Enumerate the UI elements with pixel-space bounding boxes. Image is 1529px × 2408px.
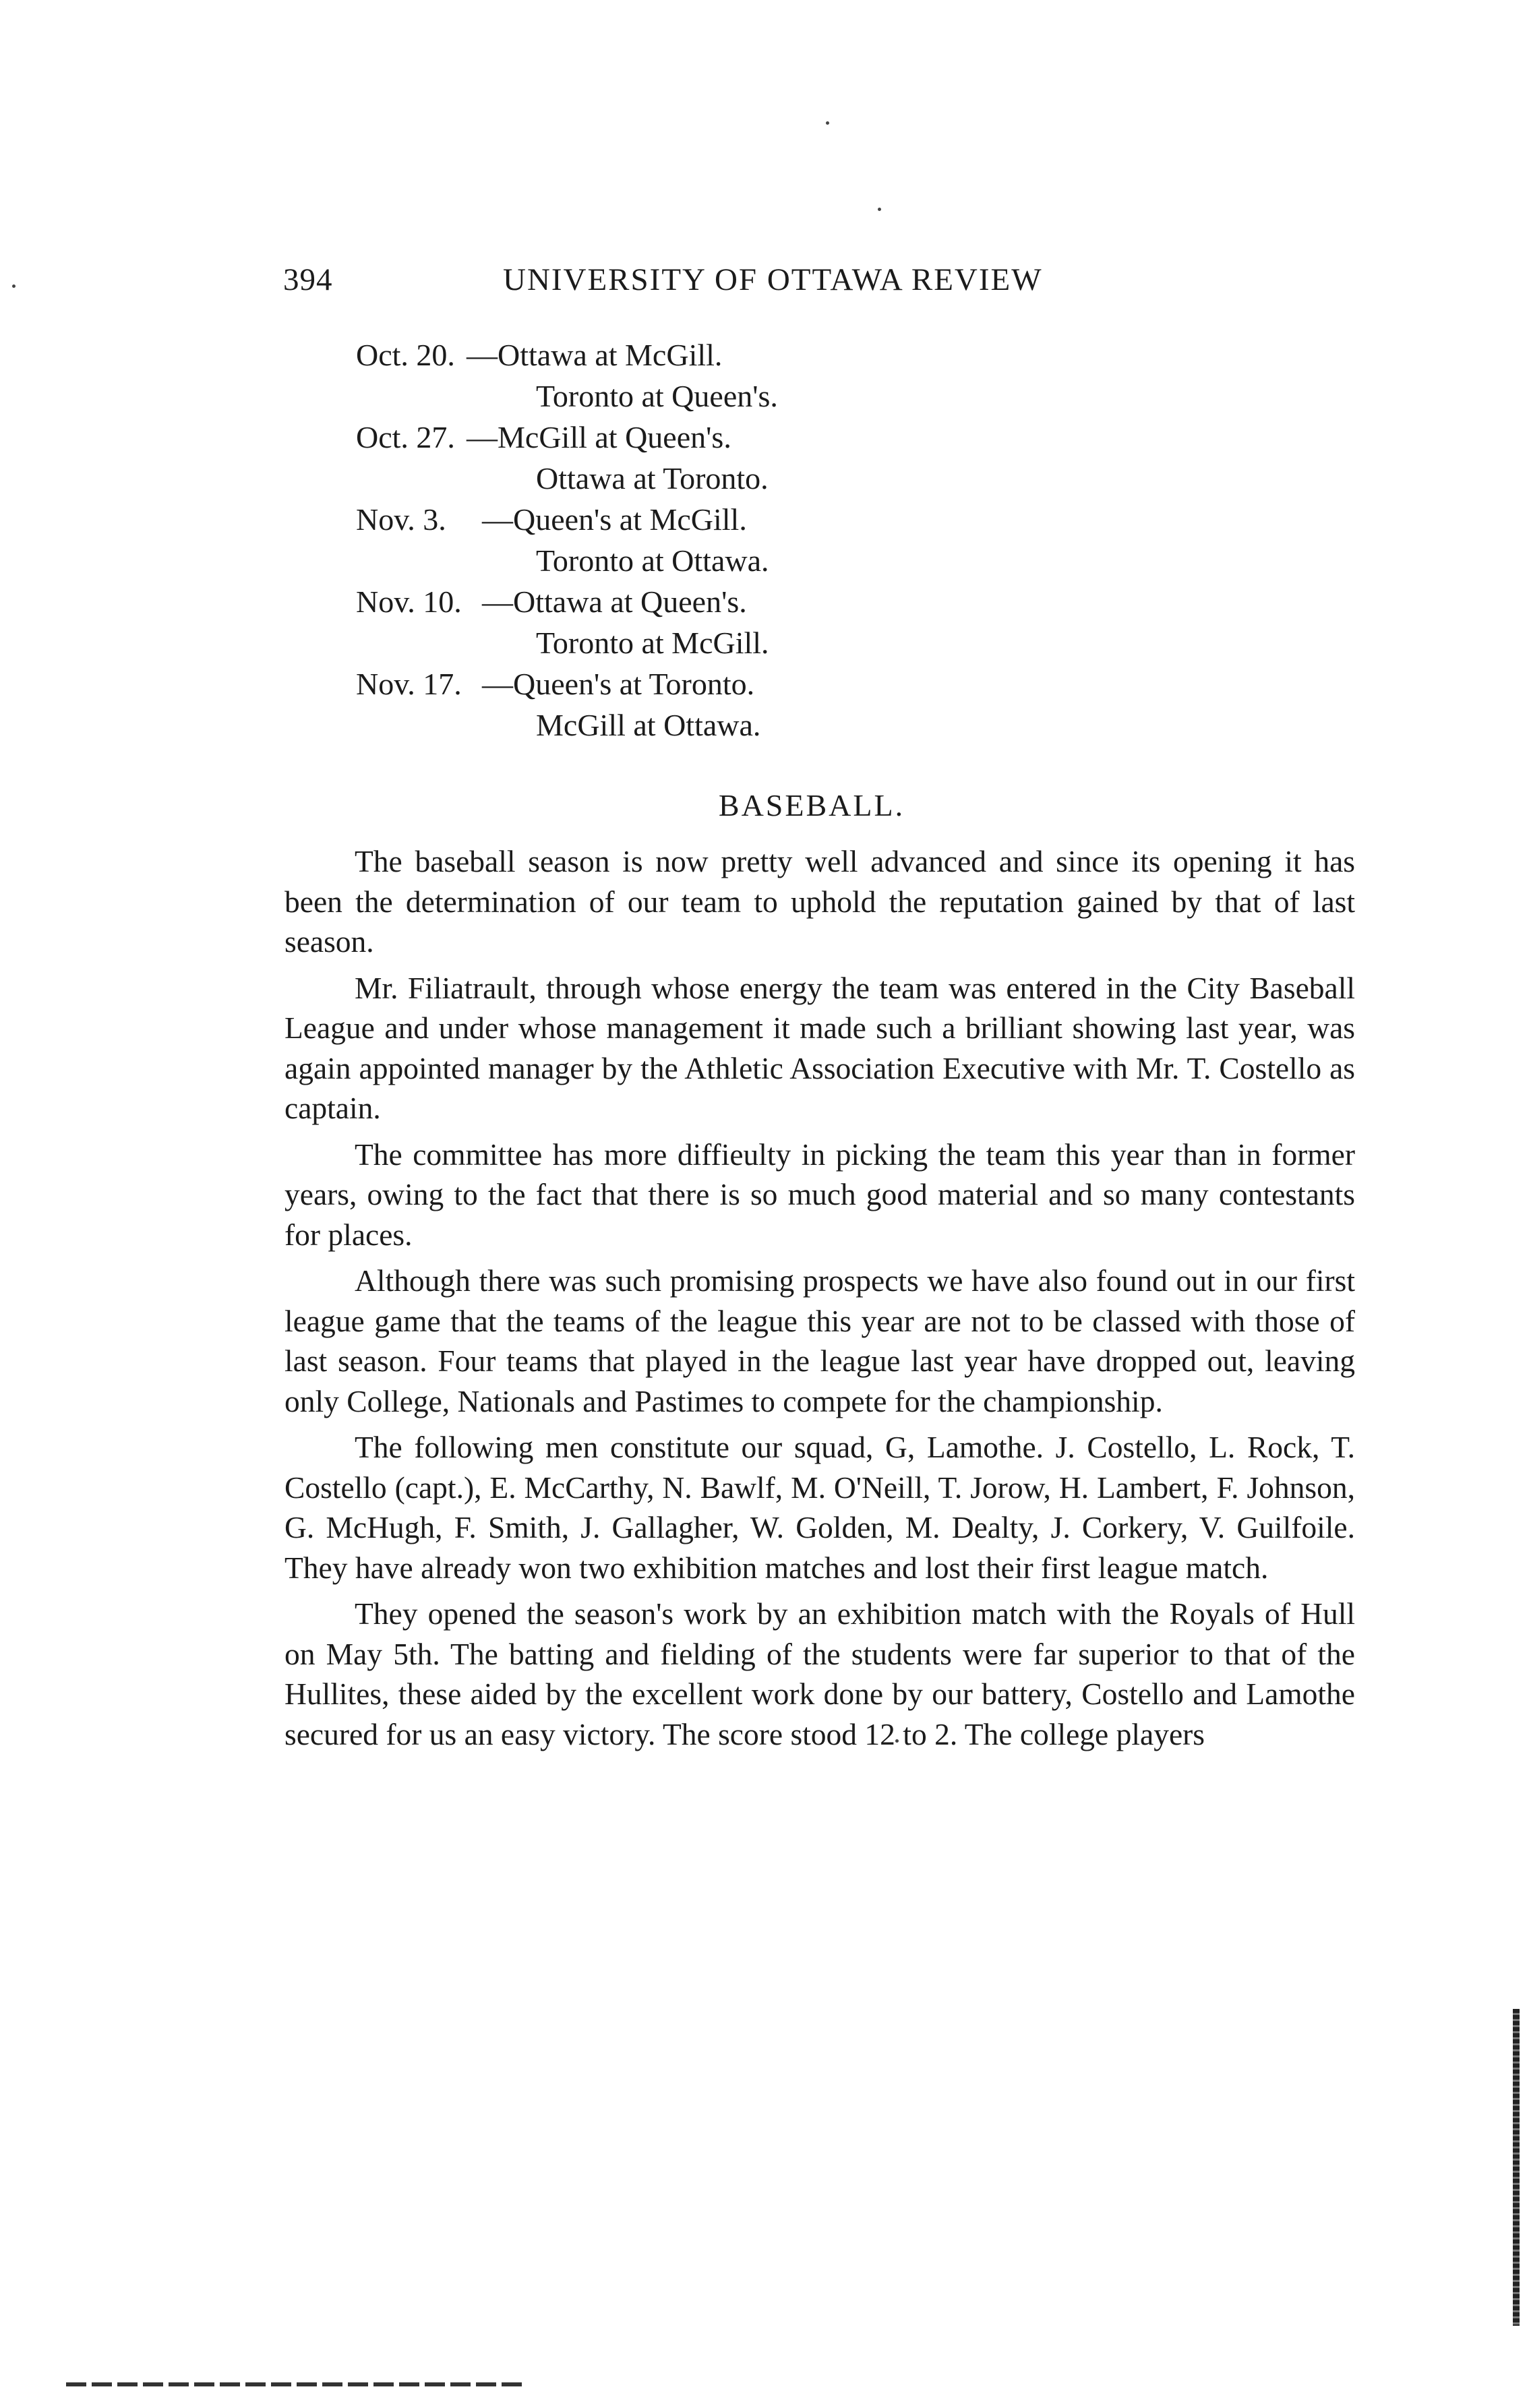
ink-speck	[12, 284, 16, 288]
schedule-row	[0, 337, 1529, 378]
schedule-row	[0, 502, 1529, 543]
schedule-date: Oct. 27.	[356, 420, 455, 454]
schedule-date: Nov. 17.	[356, 667, 462, 701]
schedule-game: McGill at Ottawa.	[536, 708, 761, 742]
schedule-row	[0, 707, 1529, 748]
paragraph: The committee has more diffieulty in picking the team this year than in former years, owing to the fact that there is so much good material and so many contestants for places.	[284, 1137, 1355, 1252]
page-header	[283, 262, 1160, 309]
game-schedule	[0, 337, 1529, 748]
schedule-row	[0, 666, 1529, 707]
schedule-row	[0, 584, 1529, 625]
paragraph: The following men constitute our squad, G, Lamothe. J. Costello, L. Rock, T. Costello (capt.), E. McCarthy, N. Bawlf, M. O'Neill, T. Jorow, H. Lambert, F. Johnson, G. McHugh, F. Smith, J. Gallagher, W. Golden, M. Dealty, J. Corkery, V. Guilfoile. They have already won two exhibition matches and lost their first league match.	[284, 1430, 1355, 1585]
schedule-game: —Ottawa at McGill.	[467, 338, 723, 372]
article-body	[284, 841, 1355, 1760]
schedule-game: Ottawa at Toronto.	[536, 461, 769, 495]
paragraph: Although there was such promising prospects we have also found out in our first league game that the teams of the league this year are not to be classed with those of last season. Four teams that played in the league last year have dropped out, leaving only College, Nationals and Pastimes to compete for the championship.	[284, 1263, 1355, 1418]
schedule-game: Toronto at Ottawa.	[536, 543, 769, 578]
page-number: 394	[283, 262, 333, 297]
schedule-date: Nov. 10.	[356, 584, 462, 619]
schedule-game: Toronto at McGill.	[536, 626, 769, 660]
paragraph: Mr. Filiatrault, through whose energy the team was entered in the City Baseball League and under whose management it made such a brilliant showing last year, was again appointed manager by the Athletic Association Executive with Mr. T. Costello as captain.	[284, 970, 1355, 1125]
schedule-row	[0, 419, 1529, 460]
schedule-game: —Queen's at Toronto.	[482, 667, 755, 701]
binding-edge-mark	[1513, 2009, 1520, 2326]
schedule-date: Oct. 20.	[356, 338, 455, 372]
bottom-edge-mark	[66, 2382, 524, 2386]
section-heading: BASEBALL.	[718, 788, 905, 822]
running-head: UNIVERSITY OF OTTAWA REVIEW	[503, 262, 1043, 297]
schedule-row	[0, 543, 1529, 584]
schedule-row	[0, 625, 1529, 666]
schedule-date: Nov. 3.	[356, 502, 446, 537]
schedule-row	[0, 460, 1529, 502]
schedule-game: —McGill at Queen's.	[467, 420, 731, 454]
paragraph: They opened the season's work by an exhibition match with the Royals of Hull on May 5th. The batting and fielding of the students were far superior to that of the Hullites, these aided by the excellent work done by our battery, Costello and Lamothe secured for us an easy victory. The score stood 12 to 2. The college players	[284, 1596, 1355, 1751]
schedule-game: —Ottawa at Queen's.	[482, 584, 747, 619]
schedule-row	[0, 378, 1529, 419]
schedule-game: —Queen's at McGill.	[482, 502, 747, 537]
paragraph: The baseball season is now pretty well advanced and since its opening it has been the determination of our team to uphold the reputation gained by that of last season.	[284, 844, 1355, 959]
schedule-game: Toronto at Queen's.	[536, 379, 778, 413]
ink-speck	[826, 121, 829, 125]
ink-speck	[878, 208, 881, 211]
